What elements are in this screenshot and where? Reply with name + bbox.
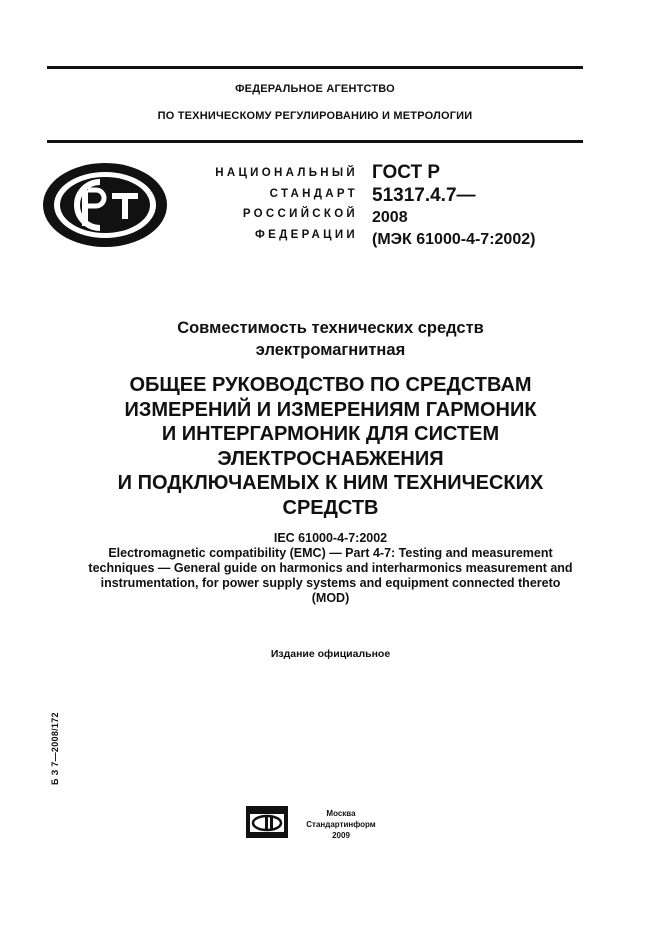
- title-line-6: СРЕДСТВ: [282, 496, 379, 519]
- agency-line-2: ПО ТЕХНИЧЕСКОМУ РЕГУЛИРОВАНИЮ И МЕТРОЛОГИИ: [157, 110, 473, 122]
- standartinform-logo-icon: [246, 806, 288, 838]
- english-title-line-2: techniques — General guide on harmonics and interharmonics measurement and: [88, 561, 573, 575]
- title-line-3: И ИНТЕРГАРМОНИК ДЛЯ СИСТЕМ: [161, 423, 500, 445]
- national-line-1: НАЦИОНАЛЬНЫЙ: [215, 167, 358, 179]
- national-line-3: РОССИЙСКОЙ: [242, 208, 358, 220]
- title-line-5: И ПОДКЛЮЧАЕМЫХ К НИМ ТЕХНИЧЕСКИХ: [117, 472, 544, 494]
- pct-certification-mark-icon: [40, 160, 170, 250]
- publisher-year: 2009: [332, 831, 350, 840]
- iec-reference: IEC 61000-4-7:2002: [273, 531, 388, 545]
- subtitle-line-2: электромагнитная: [255, 341, 406, 359]
- title-line-2: ИЗМЕРЕНИЙ И ИЗМЕРЕНИЯМ ГАРМОНИК: [124, 398, 537, 421]
- gost-prefix: ГОСТ Р: [372, 162, 441, 183]
- gost-year: 2008: [372, 209, 408, 226]
- english-title-line-3: instrumentation, for power supply systems and equipment connected thereto: [100, 576, 561, 590]
- national-line-4: ФЕДЕРАЦИИ: [255, 228, 358, 241]
- english-title-line-4: (MOD): [311, 591, 350, 605]
- side-code: Б З 7—2008/172: [50, 712, 60, 785]
- official-edition: Издание официальное: [270, 648, 391, 660]
- publisher-name: Стандартинформ: [306, 820, 376, 829]
- title-line-1: ОБЩЕЕ РУКОВОДСТВО ПО СРЕДСТВАМ: [129, 374, 532, 396]
- gost-number: 51317.4.7—: [372, 185, 476, 206]
- middle-rule: [47, 140, 583, 143]
- agency-line-1: ФЕДЕРАЛЬНОЕ АГЕНТСТВО: [235, 83, 395, 95]
- title-line-4: ЭЛЕКТРОСНАБЖЕНИЯ: [217, 447, 444, 470]
- gost-iec-ref: (МЭК 61000-4-7:2002): [372, 231, 536, 248]
- english-title-line-1: Electromagnetic compatibility (EMC) — Part 4-7: Testing and measurement: [108, 546, 553, 560]
- national-line-2: СТАНДАРТ: [269, 187, 358, 200]
- subtitle-line-1: Совместимость технических средств: [177, 319, 484, 337]
- publisher-city: Москва: [326, 809, 356, 818]
- top-rule: [47, 66, 583, 69]
